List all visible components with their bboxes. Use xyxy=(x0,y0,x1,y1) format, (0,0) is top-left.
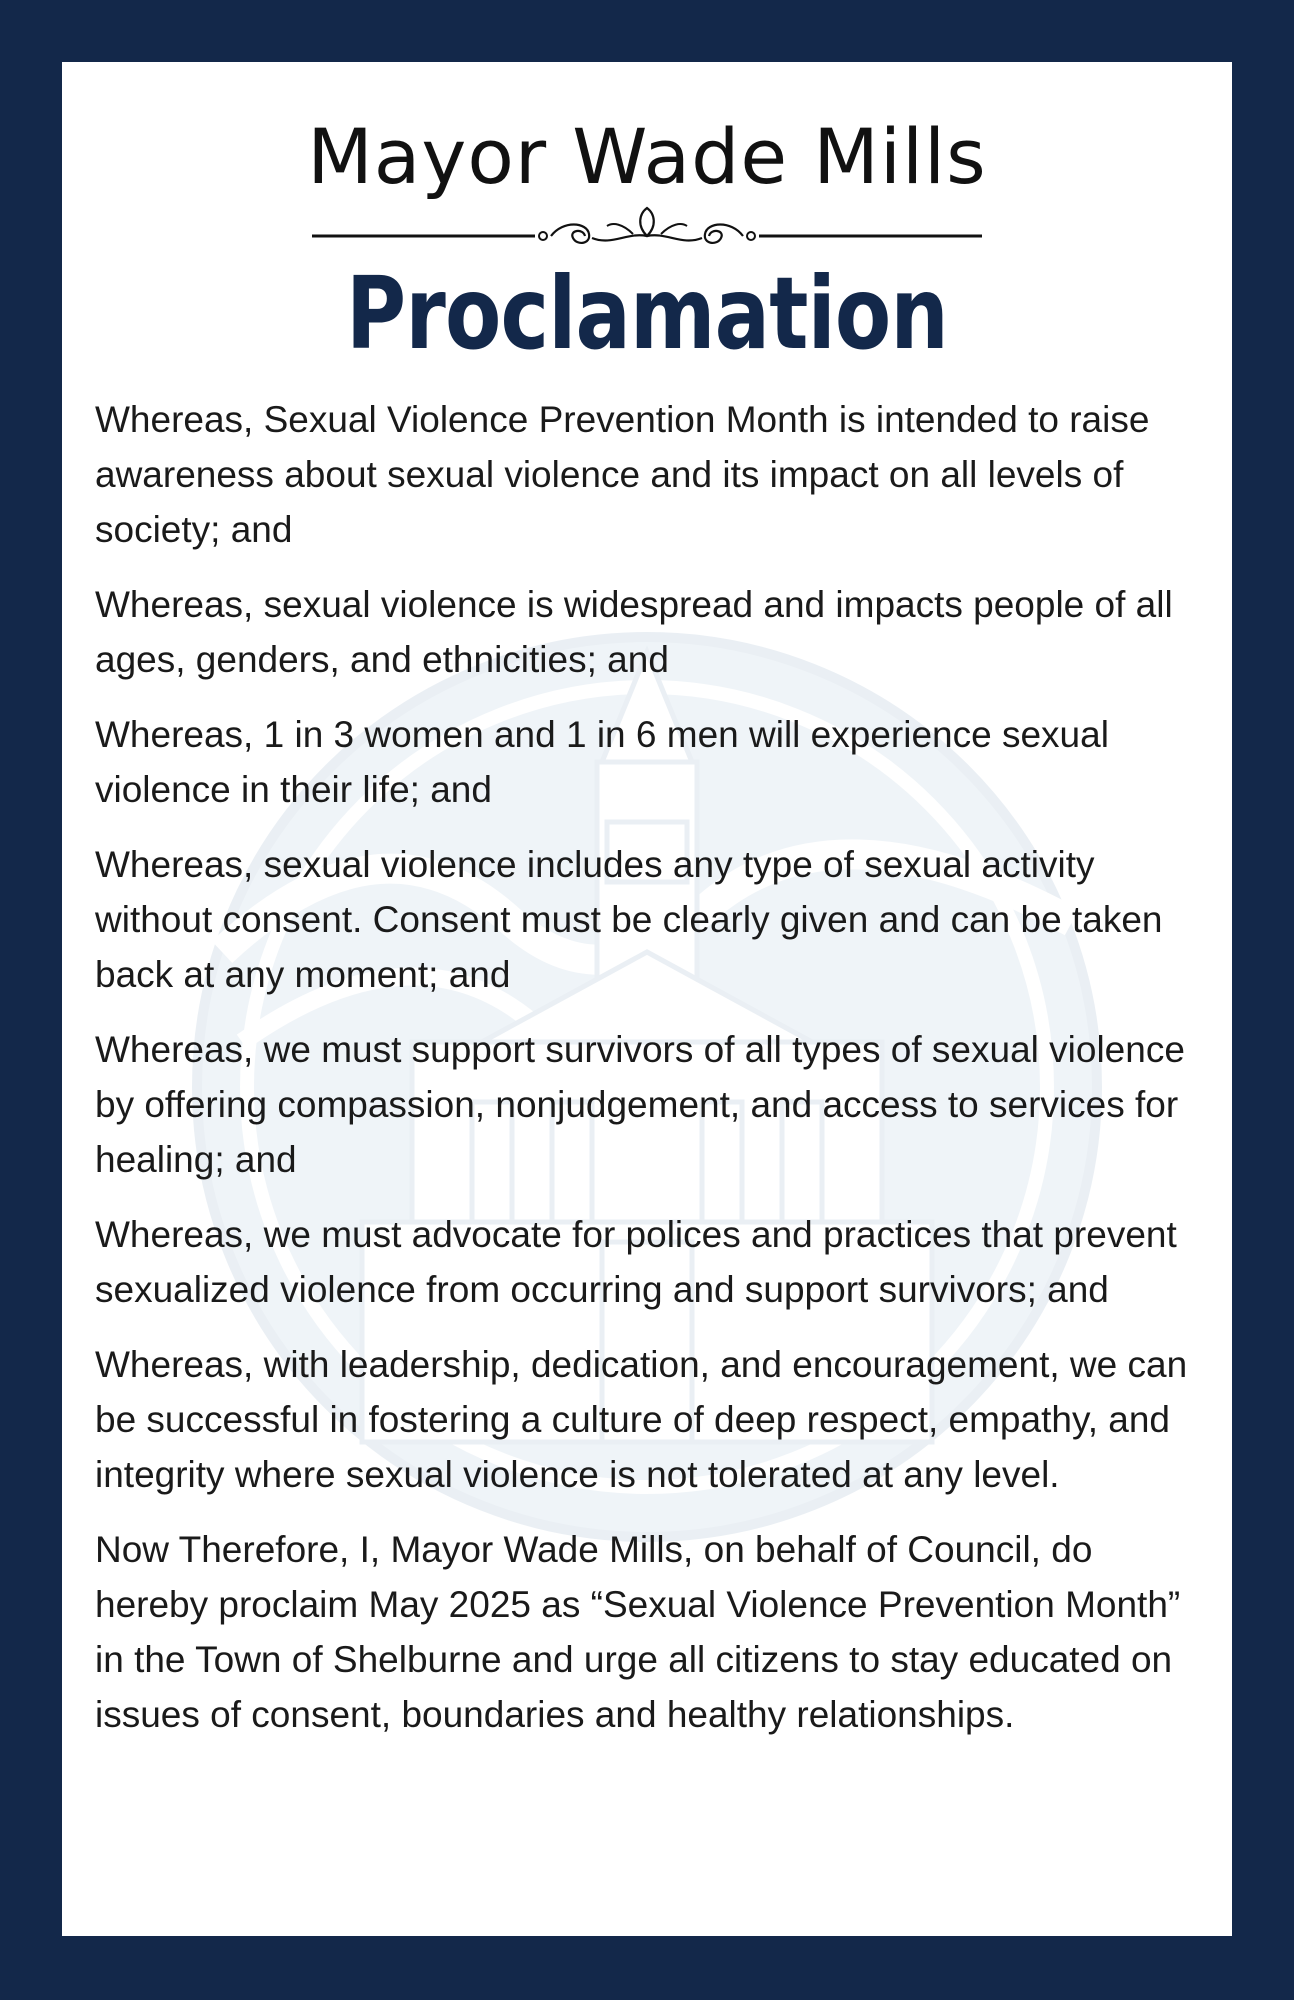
whereas-paragraph-4: Whereas, sexual violence includes any type of sexual activity without consent. Consent must be clearly given and can be taken back at any moment; and xyxy=(95,844,1163,995)
proclamation-body xyxy=(62,370,1232,1742)
whereas-paragraph-2: Whereas, sexual violence is widespread and impacts people of all ages, genders, and ethnicities; and xyxy=(95,584,1173,680)
whereas-paragraph-6: Whereas, we must advocate for polices and practices that prevent sexualized violence from occurring and support survivors; and xyxy=(95,1214,1177,1310)
mayor-name-heading: Mayor Wade Mills xyxy=(307,112,987,201)
whereas-paragraph-3: Whereas, 1 in 3 women and 1 in 6 men will experience sexual violence in their life; and xyxy=(95,714,1109,810)
proclamation-header xyxy=(62,62,1232,370)
ornamental-divider-icon xyxy=(307,206,987,256)
whereas-paragraph-1: Whereas, Sexual Violence Prevention Month is intended to raise awareness about sexual violence and its impact on all levels of society; and xyxy=(95,399,1150,550)
whereas-paragraph-7: Whereas, with leadership, dedication, and encouragement, we can be successful in fostering a culture of deep respect, empathy, and integrity where sexual violence is not tolerated at any level. xyxy=(95,1344,1188,1495)
proclamation-resolution: Now Therefore, I, Mayor Wade Mills, on behalf of Council, do hereby proclaim May 2025 as “Sexual Violence Prevention Month” in the Town of Shelburne and urge all citizens to stay educated on issues of consent, boundaries and healthy relationships. xyxy=(95,1529,1181,1735)
proclamation-card xyxy=(62,62,1232,1936)
proclamation-title: Proclamation xyxy=(346,255,948,372)
whereas-paragraph-5: Whereas, we must support survivors of all types of sexual violence by offering compassion, nonjudgement, and access to services for healing; and xyxy=(95,1029,1185,1180)
